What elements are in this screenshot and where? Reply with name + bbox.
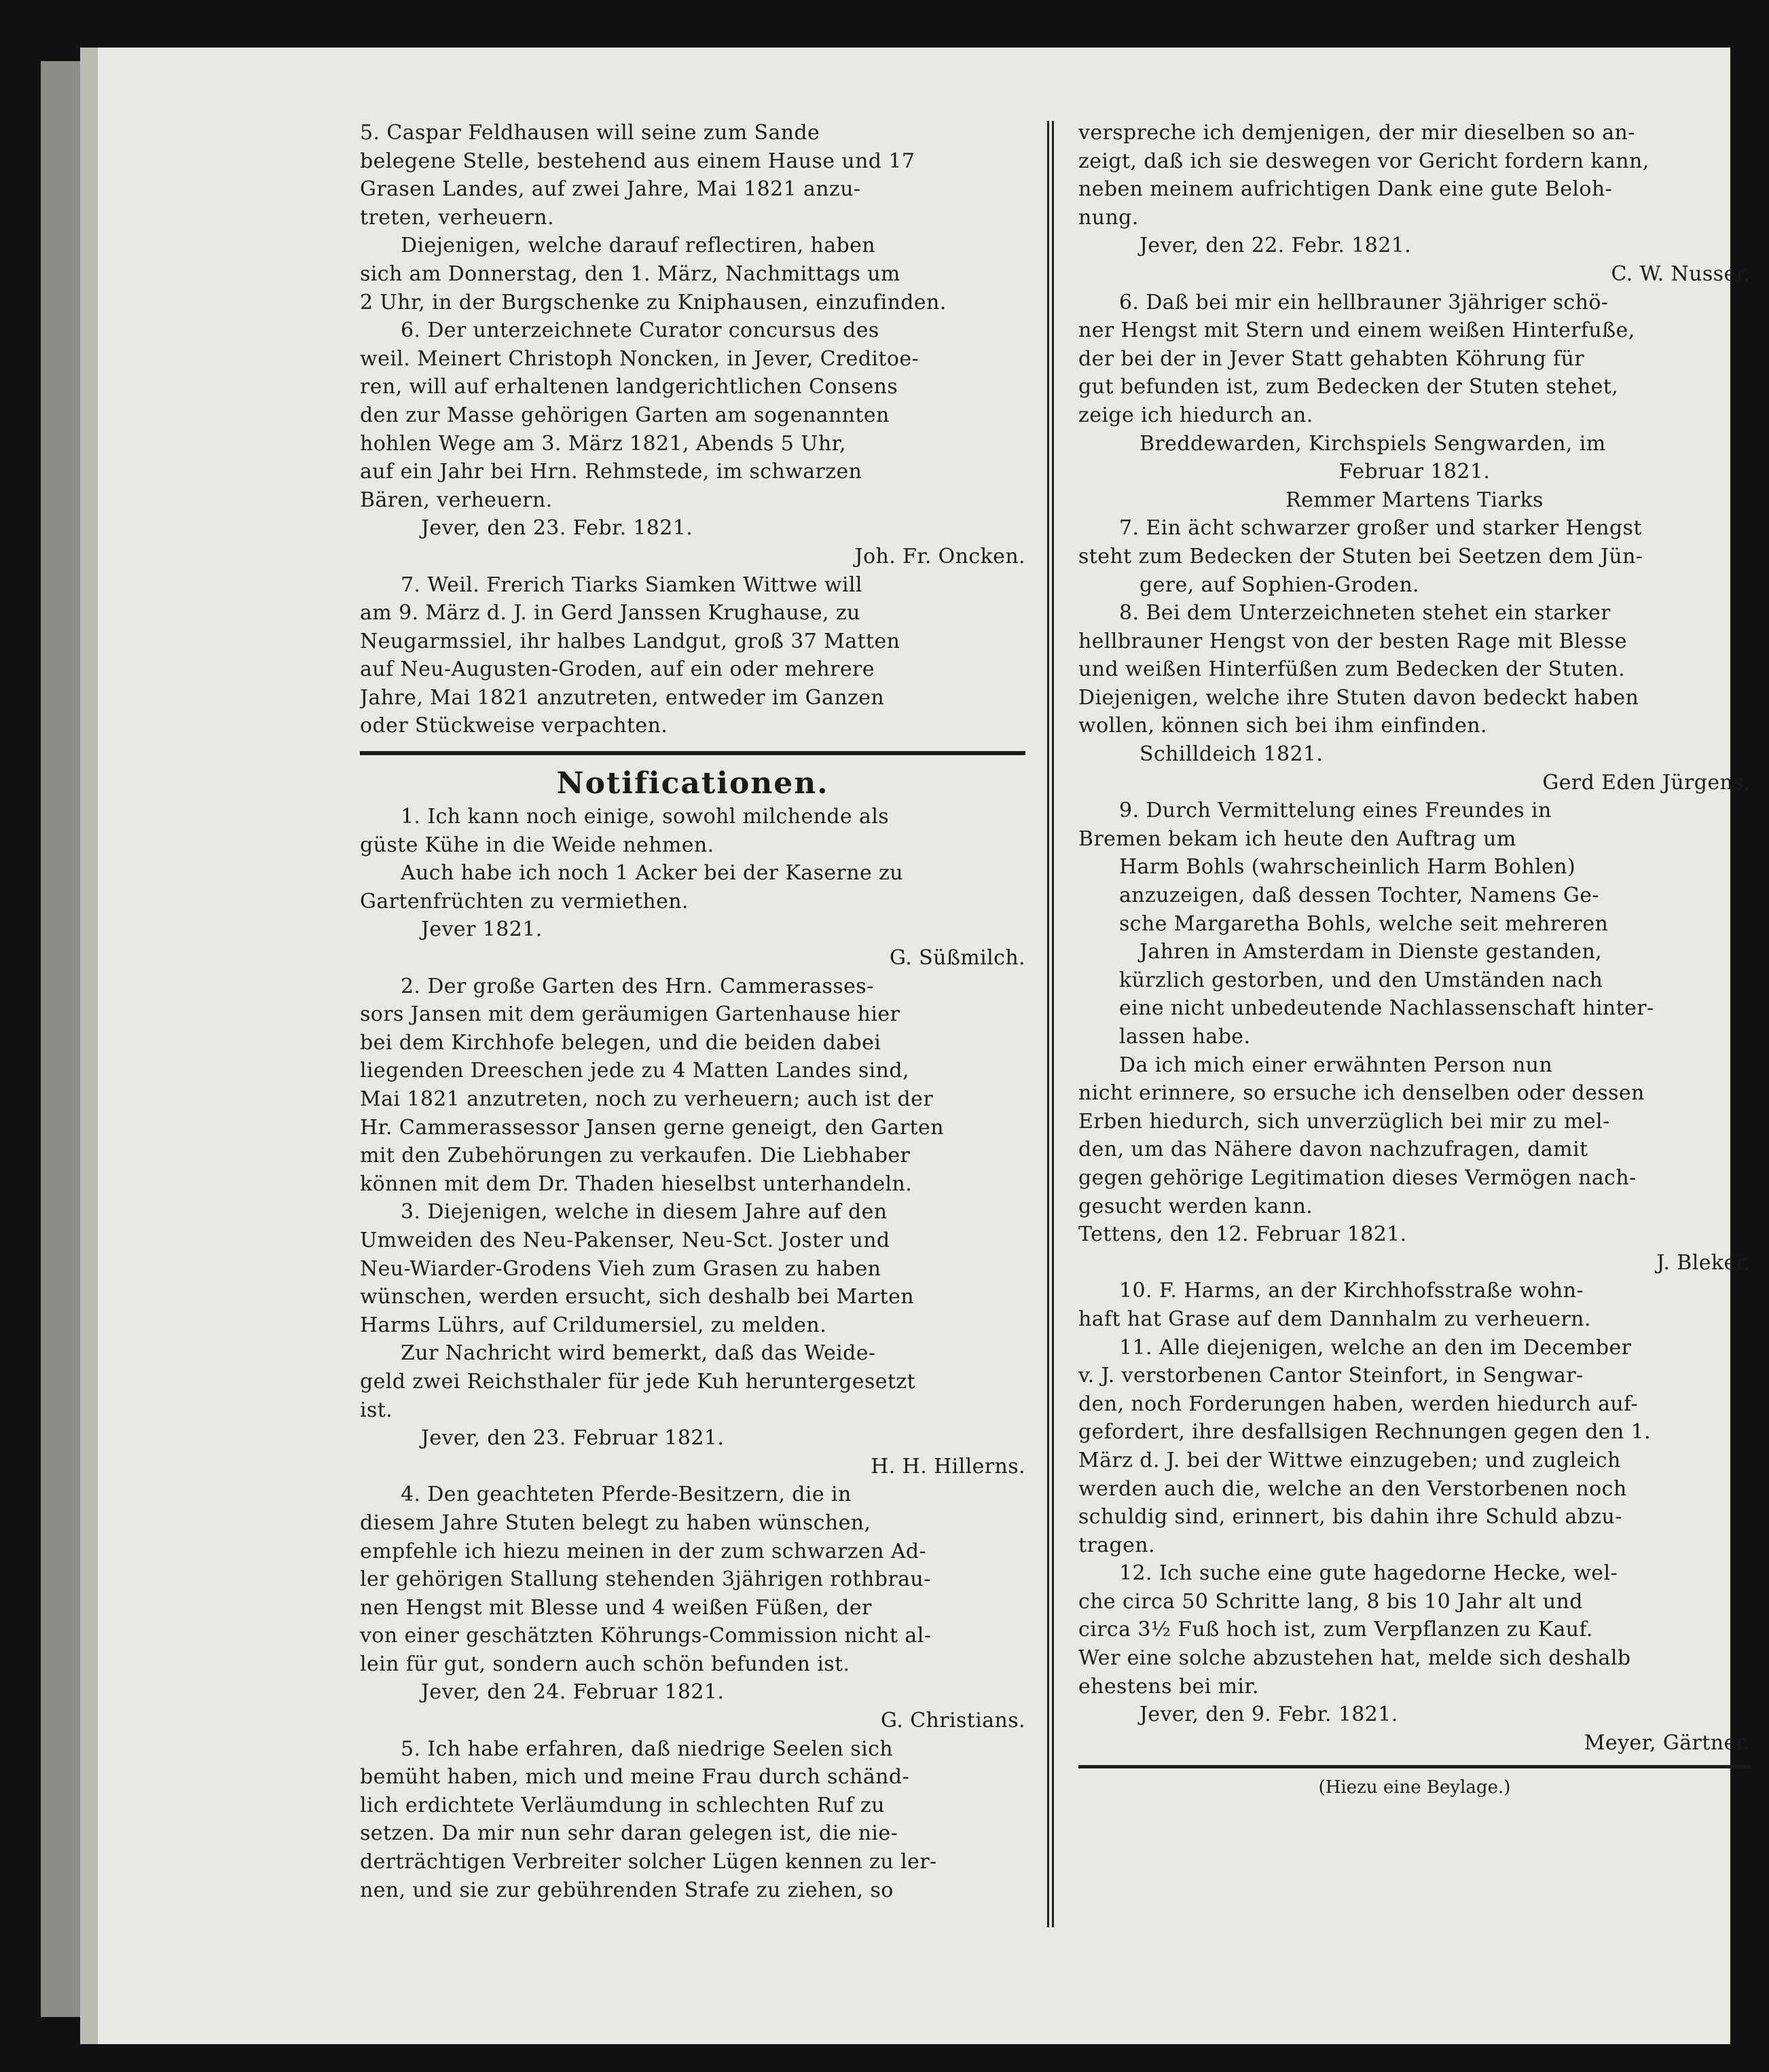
text-line: Zur Nachricht wird bemerkt, daß das Weide- [401,1341,876,1366]
column-divider [1047,121,1054,1927]
text-line: Jahren in Amsterdam in Dienste gestanden, [1139,940,1603,964]
text-line: März d. J. bei der Wittwe einzugeben; und zugleich [1078,1448,1621,1472]
left-notices-top [360,119,1025,740]
text-line: ner Hengst mit Stern und einem weißen Hinterfuße, [1078,319,1635,343]
text-line: oder Stückweise verpachten. [360,714,668,738]
text-line: Diejenigen, welche darauf reflectiren, haben [401,234,876,258]
end-rule [1078,1765,1751,1768]
text-line: nen Hengst mit Blesse und 4 weißen Füßen, der [360,1595,872,1620]
text-line: Breddewarden, Kirchspiels Sengwarden, im [1139,431,1606,456]
text-line: diesem Jahre Stuten belegt zu haben wünschen, [360,1510,871,1535]
text-line: werden auch die, welche an den Verstorbenen noch [1078,1476,1627,1501]
text-line: verspreche ich demjenigen, der mir dieselben so an- [1078,121,1635,145]
text-line: hellbrauner Hengst von der besten Rage mit Blesse [1078,629,1627,653]
text-line: den zur Masse gehörigen Garten am sogenannten [360,403,890,427]
text-line: bei dem Kirchhofe belegen, und die beiden dabei [360,1030,881,1055]
text-line: tragen. [1078,1533,1155,1557]
text-line: Harms Lührs, auf Crildumersiel, zu melden. [360,1313,827,1337]
left-notices-bottom [360,803,1025,1904]
text-line: 10. F. Harms, an der Kirchhofsstraße wohn- [1119,1279,1584,1303]
text-line: Neugarmssiel, ihr halbes Landgut, groß 37 Matten [360,629,900,653]
text-line: ehestens bei mir. [1078,1674,1259,1698]
text-line: geld zwei Reichsthaler für jede Kuh heruntergesetzt [360,1369,916,1394]
text-line: belegene Stelle, bestehend aus einem Hause und 17 [360,149,915,173]
text-line: 11. Alle diejenigen, welche an den im December [1119,1335,1632,1360]
text-line: Gartenfrüchten zu vermiethen. [360,889,689,913]
text-line: gefordert, ihre desfallsigen Rechnungen gegen den 1. [1078,1420,1652,1444]
text-line: nen, und sie zur gebührenden Strafe zu ziehen, so [360,1878,894,1902]
text-line: sors Jansen mit dem geräumigen Gartenhause hier [360,1002,900,1027]
text-line: Bären, verheuern. [360,488,553,512]
text-line: Joh. Fr. Oncken. [854,544,1025,568]
text-line: wünschen, werden ersucht, sich deshalb bei Marten [360,1285,914,1309]
text-line: 2 Uhr, in der Burgschenke zu Kniphausen, einzufinden. [360,290,947,314]
text-line: weil. Meinert Christoph Noncken, in Jever, Creditoe- [360,346,919,371]
text-line: Wer eine solche abzustehen hat, melde sich deshalb [1078,1646,1631,1671]
supplement-note: (Hiezu eine Beylage.) [1318,1777,1511,1798]
text-line: am 9. März d. J. in Gerd Janssen Krughause, zu [360,601,860,625]
text-line: 5. Caspar Feldhausen will seine zum Sande [360,121,820,145]
text-line: haft hat Grase auf dem Dannhalm zu verheuern. [1078,1307,1591,1331]
text-line: liegenden Dreeschen jede zu 4 Matten Landes sind, [360,1059,909,1083]
text-line: mit den Zubehörungen zu verkaufen. Die Liebhaber [360,1144,911,1168]
text-line: sche Margaretha Bohls, welche seit mehreren [1119,911,1609,936]
section-heading: Notificationen. [556,766,829,801]
text-line: ist. [360,1398,393,1422]
text-line: anzuzeigen, daß dessen Tochter, Namens Ge- [1119,884,1599,908]
text-line: Februar 1821. [1338,460,1491,484]
text-line: sich am Donnerstag, den 1. März, Nachmittags um [360,261,900,286]
text-line: Meyer, Gärtner. [1584,1730,1751,1755]
text-line: ler gehörigen Stallung stehenden 3jährigen rothbrau- [360,1567,931,1592]
text-line: nung. [1078,205,1139,230]
text-line: H. H. Hillerns. [871,1454,1025,1478]
text-line: circa 3½ Fuß hoch ist, zum Verpflanzen zu Kauf. [1078,1618,1593,1642]
text-line: neben meinem aufrichtigen Dank eine gute Beloh- [1078,177,1613,202]
text-line: können mit dem Dr. Thaden hieselbst unterhandeln. [360,1171,913,1196]
text-line: Mai 1821 anzutreten, noch zu verheuern; auch ist der [360,1087,934,1111]
text-line: steht zum Bedecken der Stuten bei Seetzen dem Jün- [1078,544,1643,568]
text-line: G. Süßmilch. [890,946,1025,970]
text-line: gegen gehörige Legitimation dieses Vermögen nach- [1078,1165,1637,1190]
text-line: J. Bleker. [1656,1250,1751,1275]
text-line: Remmer Martens Tiarks [1285,488,1544,512]
text-line: bemüht haben, mich und meine Frau durch schänd- [360,1765,909,1789]
text-line: 7. Ein ächt schwarzer großer und starker Hengst [1119,516,1642,541]
text-line: 7. Weil. Frerich Tiarks Siamken Wittwe will [401,572,862,597]
text-line: gesucht werden kann. [1078,1194,1313,1218]
text-line: Jahre, Mai 1821 anzutreten, entweder im Ganzen [360,685,885,710]
text-line: den, noch Forderungen haben, werden hiedurch auf- [1078,1392,1639,1416]
text-line: gut befunden ist, zum Bedecken der Stuten stehet, [1078,375,1619,399]
text-line: und weißen Hinterfüßen zum Bedecken der Stuten. [1078,657,1626,682]
text-line: kürzlich gestorben, und den Umständen nach [1119,968,1603,992]
text-line: 12. Ich suche eine gute hagedorne Hecke, wel- [1119,1561,1618,1586]
text-line: treten, verheuern. [360,205,554,230]
text-line: lein für gut, sondern auch schön befunden ist. [360,1652,850,1676]
text-line: den, um das Nähere davon nachzufragen, damit [1078,1138,1588,1162]
text-line: Da ich mich einer erwähnten Person nun [1119,1053,1553,1077]
text-line: che circa 50 Schritte lang, 8 bis 10 Jahr alt und [1078,1589,1583,1614]
text-line: empfehle ich hiezu meinen in der zum schwarzen Ad- [360,1539,927,1563]
text-line: Harm Bohls (wahrscheinlich Harm Bohlen) [1119,855,1576,879]
text-line: Grasen Landes, auf zwei Jahre, Mai 1821 anzu- [360,177,861,202]
text-line: Schilldeich 1821. [1139,742,1324,767]
text-line: gere, auf Sophien-Groden. [1139,572,1420,597]
text-line: Auch habe ich noch 1 Acker bei der Kaserne zu [401,861,903,886]
text-line: Jever, den 9. Febr. 1821. [1139,1703,1398,1727]
text-line: eine nicht unbedeutende Nachlassenschaft hinter- [1119,996,1654,1021]
text-line: 3. Diejenigen, welche in diesem Jahre auf den [401,1200,888,1224]
text-line: hohlen Wege am 3. März 1821, Abends 5 Uhr, [360,431,846,456]
text-line: auf Neu-Augusten-Groden, auf ein oder mehrere [360,657,875,682]
text-line: lich erdichtete Verläumdung in schlechten Ruf zu [360,1793,885,1817]
text-line: Jever, den 22. Febr. 1821. [1139,234,1412,258]
text-line: Tettens, den 12. Februar 1821. [1078,1222,1407,1247]
text-line: setzen. Da mir nun sehr daran gelegen ist, die nie- [360,1821,898,1846]
text-line: wollen, können sich bei ihm einfinden. [1078,714,1487,738]
text-line: zeigt, daß ich sie deswegen vor Gericht fordern kann, [1078,149,1649,173]
text-line: Neu-Wiarder-Grodens Vieh zum Grasen zu haben [360,1256,881,1281]
text-line: 6. Daß bei mir ein hellbrauner 3jähriger schö- [1119,290,1609,314]
text-line: 8. Bei dem Unterzeichneten stehet ein starker [1119,601,1611,625]
text-line: G. Christians. [881,1709,1025,1733]
text-line: Diejenigen, welche ihre Stuten davon bedeckt haben [1078,685,1639,710]
text-line: der bei der in Jever Statt gehabten Köhrung für [1078,346,1585,371]
text-line: Erben hiedurch, sich unverzüglich bei mir zu mel- [1078,1109,1610,1133]
text-line: Umweiden des Neu-Pakenser, Neu-Sct. Joster und [360,1228,890,1252]
text-line: von einer geschätzten Köhrungs-Commission nicht al- [360,1624,932,1648]
right-notices [1078,119,1751,1757]
text-line: Gerd Eden Jürgens. [1542,770,1751,795]
text-line: 1. Ich kann noch einige, sowohl milchende als [401,805,890,829]
text-line: 5. Ich habe erfahren, daß niedrige Seelen sich [401,1737,894,1761]
text-line: Jever 1821. [421,917,543,942]
text-line: Hr. Cammerassessor Jansen gerne geneigt, den Garten [360,1115,944,1140]
text-line: güste Kühe in die Weide nehmen. [360,833,714,857]
text-line: Jever, den 24. Februar 1821. [421,1680,725,1705]
text-line: 9. Durch Vermittelung eines Freundes in [1119,799,1552,823]
text-line: derträchtigen Verbreiter solcher Lügen kennen zu ler- [360,1850,937,1874]
left-column [360,119,1025,1904]
text-line: nicht erinnere, so ersuche ich denselben oder dessen [1078,1081,1645,1106]
text-line: ren, will auf erhaltenen landgerichtlichen Consens [360,375,898,399]
text-line: lassen habe. [1119,1025,1251,1049]
text-line: 4. Den geachteten Pferde-Besitzern, die in [401,1483,852,1507]
text-line: zeige ich hiedurch an. [1078,403,1313,427]
text-line: C. W. Nusser. [1611,261,1751,286]
text-line: Jever, den 23. Febr. 1821. [421,516,693,541]
section-rule [360,751,1025,755]
text-line: Bremen bekam ich heute den Auftrag um [1078,826,1516,851]
right-column [1078,119,1751,1817]
text-line: v. J. verstorbenen Cantor Steinfort, in Sengwar- [1078,1364,1584,1388]
text-line: Jever, den 23. Februar 1821. [421,1426,725,1451]
text-line: 2. Der große Garten des Hrn. Cammerasses- [401,974,874,998]
text-line: 6. Der unterzeichnete Curator concursus des [401,319,879,343]
text-line: schuldig sind, erinnert, bis dahin ihre Schuld abzu- [1078,1505,1622,1529]
text-line: auf ein Jahr bei Hrn. Rehmstede, im schwarzen [360,460,862,484]
